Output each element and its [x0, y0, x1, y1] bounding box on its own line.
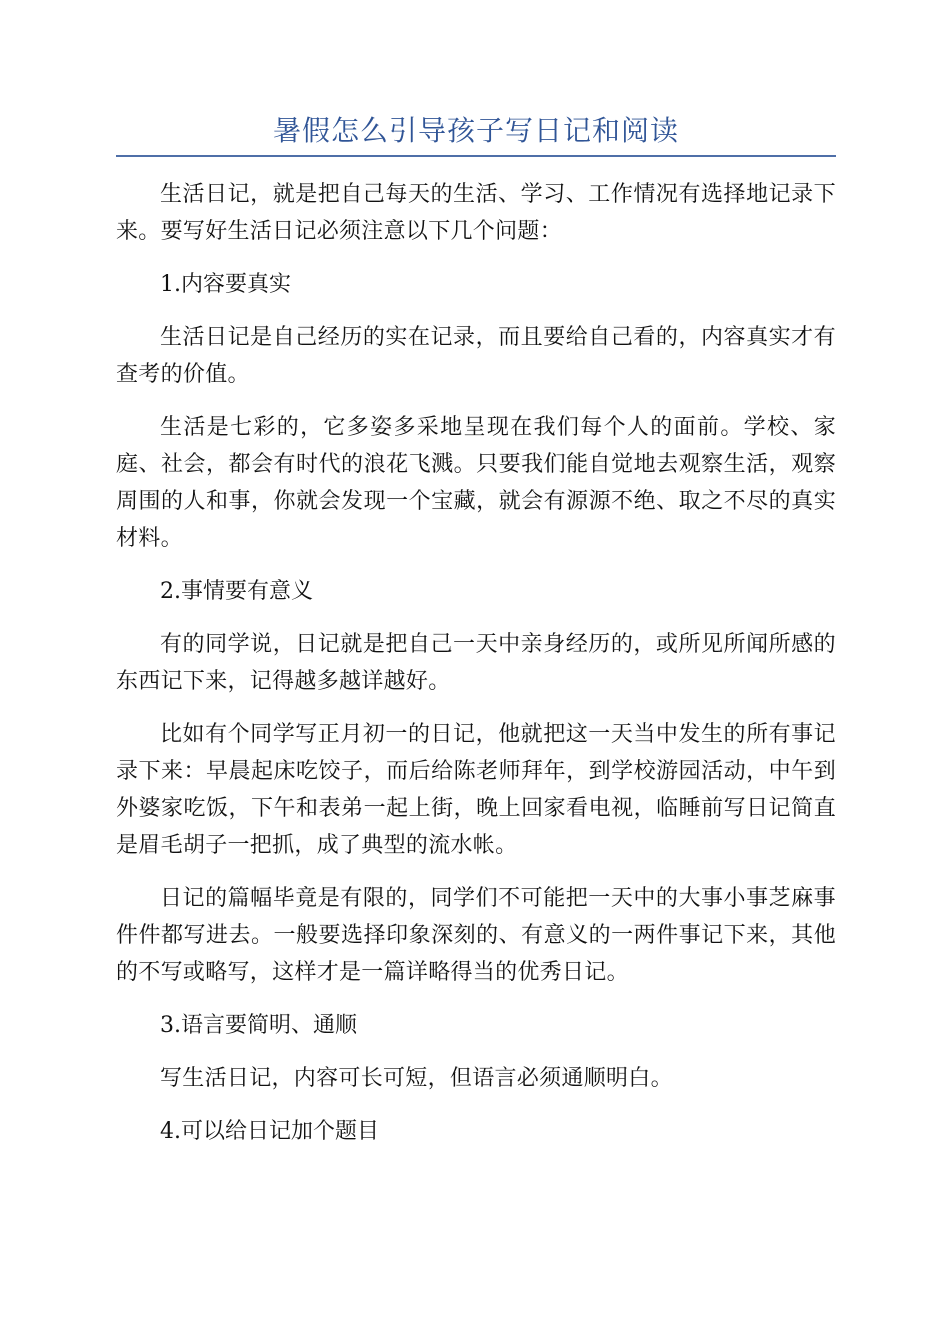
section-heading-2: 2.事情要有意义 [160, 579, 313, 604]
document-body [116, 176, 836, 1166]
paragraph: 写生活日记，内容可长可短，但语言必须通顺明白。 [160, 1066, 673, 1091]
paragraph: 比如有个同学写正月初一的日记，他就把这一天当中发生的所有事记录下来：早晨起床吃饺子，而后给陈老师拜年，到学校游园活动，中午到外婆家吃饭，下午和表弟一起上街，晚上回家看电视，临睡前写日记简直是眉毛胡子一把抓，成了典型的流水帐。 [116, 722, 836, 858]
paragraph: 生活是七彩的，它多姿多采地呈现在我们每个人的面前。学校、家庭、社会，都会有时代的浪花飞溅。只要我们能自觉地去观察生活，观察周围的人和事，你就会发现一个宝藏，就会有源源不绝、取之不尽的真实材料。 [116, 415, 836, 551]
paragraph: 日记的篇幅毕竟是有限的，同学们不可能把一天中的大事小事芝麻事件件都写进去。一般要选择印象深刻的、有意义的一两件事记下来，其他的不写或略写，这样才是一篇详略得当的优秀日记。 [116, 886, 836, 985]
title-block [116, 108, 836, 157]
document-title: 暑假怎么引导孩子写日记和阅读 [272, 114, 679, 147]
paragraph-intro: 生活日记，就是把自己每天的生活、学习、工作情况有选择地记录下来。要写好生活日记必须注意以下几个问题： [116, 182, 836, 244]
section-heading-3: 3.语言要简明、通顺 [160, 1013, 357, 1038]
section-heading-4: 4.可以给日记加个题目 [160, 1119, 379, 1144]
paragraph: 有的同学说，日记就是把自己一天中亲身经历的，或所见所闻所感的东西记下来，记得越多越详越好。 [116, 632, 836, 694]
section-heading-1: 1.内容要真实 [160, 272, 291, 297]
paragraph: 生活日记是自己经历的实在记录，而且要给自己看的，内容真实才有查考的价值。 [116, 325, 836, 387]
